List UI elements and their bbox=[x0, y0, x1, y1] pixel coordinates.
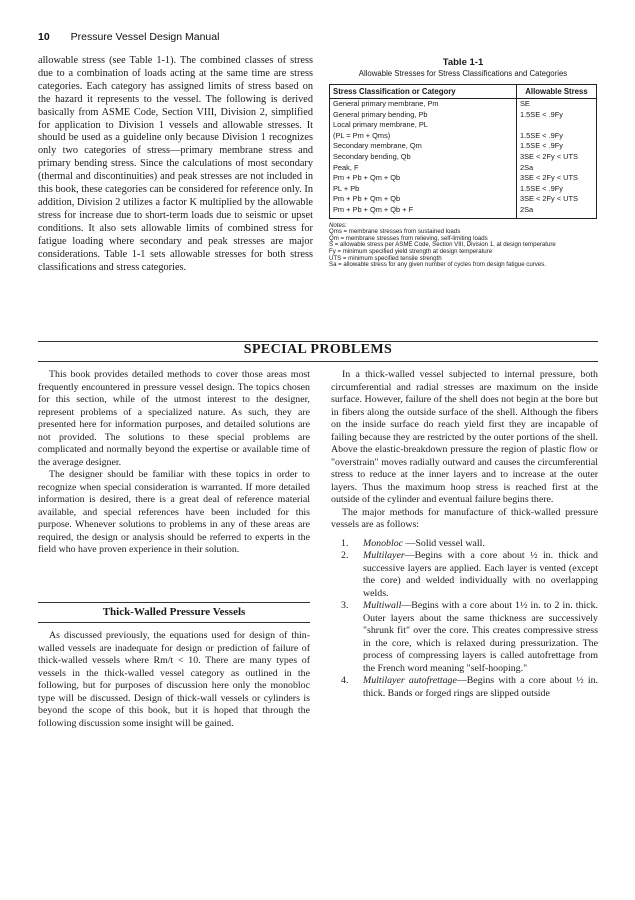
list-item bbox=[341, 550, 598, 600]
table-cell: 3SE < 2Fy < UTS bbox=[517, 173, 597, 184]
method-text: —Begins with a core about ½ in. thick. Bands or forged rings are slipped outside bbox=[363, 675, 598, 699]
manufacture-methods-list bbox=[331, 538, 598, 701]
paragraph: The designer should be familiar with these topics in order to recognize when special consideration is warranted. If more detailed information is desired, there is a great deal of reference material available, and special references have been included for this purpose. Whenever solutions to problems in any of these areas are required, the design or analysis should be referred to experts in the field who have proven experience in their solution. bbox=[38, 469, 310, 555]
table-cell: 1.5SE < .9Fy bbox=[517, 141, 597, 152]
table-row bbox=[330, 152, 597, 163]
table-header-classification: Stress Classification or Category bbox=[330, 85, 517, 99]
table-row bbox=[330, 173, 597, 184]
method-name: Multiwall bbox=[363, 600, 402, 611]
table-cell: 3SE < 2Fy < UTS bbox=[517, 152, 597, 163]
table-cell: SE bbox=[517, 99, 597, 110]
table-row bbox=[330, 110, 597, 121]
table-cell bbox=[517, 120, 597, 131]
list-number: 1. bbox=[341, 537, 349, 549]
left-column bbox=[38, 369, 310, 557]
method-text: —Solid vessel wall. bbox=[403, 537, 485, 549]
table-row bbox=[330, 205, 597, 218]
method-name: Multilayer autofrettage bbox=[363, 675, 457, 686]
table-cell: Pm + Pb + Qm + Qb + F bbox=[330, 205, 517, 218]
paragraph: In a thick-walled vessel subjected to internal pressure, both circumferential and radial stresses are maximum on the inside surface. However, failure of the shell does not begin at the bore but in fibers along the outside surface of the shell. Although the fibers on the inside surface do reach yield first they are incapable of failing because they are restricted by the outer portions of the shell. Above the elastic-breakdown pressure the region of plastic flow or "overstrain" moves radially outward and causes the circumferential stress to reduce at the inner layers and to increase at the outer layers. Thus the maximum hoop stress is reached first at the outside of the cylinder and eventual failure begins there. bbox=[331, 369, 598, 505]
paragraph: The major methods for manufacture of thick-walled pressure vessels are as follows: bbox=[331, 506, 598, 530]
paragraph: This book provides detailed methods to cover those areas most frequently encountered in pressure vessel design. The topics chosen for this section, while of the utmost interest to the designer, represent problems of a specialized nature. As such, they are presented here for information purposes, and detailed solutions are not provided. The solutions to these special problems are complicated and normally beyond the expertise or available time of the average designer. bbox=[38, 369, 310, 468]
running-title: Pressure Vessel Design Manual bbox=[70, 31, 220, 43]
table-cell: Local primary membrane, PL bbox=[330, 120, 517, 131]
list-number: 2. bbox=[341, 550, 349, 561]
table-note: Fy = minimum specified yield strength at design temperature bbox=[329, 247, 493, 255]
intro-paragraph: allowable stress (see Table 1-1). The combined classes of stress due to a combination of loads acting at the same time are stress categories. Each category has assigned limits of stress based on the hazard it represents to the vessel. The following is derived basically from ASME Code, Section VIII, Division 2, simplified for application to Division 1 vessels and allowable stresses. It should be used as a guideline only because Division 1 recognizes only two categories of stress—primary membrane stress and primary bending stress. Since the calculations of most secondary (thermal and discontinuities) and peak stresses are not included in this book, these categories can be considered for reference only. In addition, Division 2 utilizes a factor K multiplied by the allowable stress for increase due to short-term loads due to seismic or upset conditions. It also sets allowable limits of combined stress for fatigue loading where secondary and peak stresses are major considerations. Table 1-1 sets allowable stresses for both stress classifications and stress categories. bbox=[38, 55, 313, 273]
table-cell: 2Sa bbox=[517, 205, 597, 218]
table-cell: Pm + Pb + Qm + Qb bbox=[330, 173, 517, 184]
table-row bbox=[330, 141, 597, 152]
list-number: 4. bbox=[341, 675, 349, 686]
notes-label: Notes: bbox=[329, 221, 347, 229]
list-number: 3. bbox=[341, 600, 349, 611]
stress-table bbox=[329, 57, 597, 269]
list-item bbox=[341, 675, 598, 700]
allowable-stress-table bbox=[329, 84, 597, 219]
table-cell: 3SE < 2Fy < UTS bbox=[517, 194, 597, 205]
table-row bbox=[330, 99, 597, 110]
paragraph: As discussed previously, the equations used for design of thin-walled vessels are inadequate for design or prediction of failure of thick-walled vessels where Rm/t < 10. There are many types of vessels in the thick-walled vessel category as outlined in the following, but for purposes of discussion here only the monobloc type will be discussed. Design of thick-wall vessels or cylinders is beyond the scope of this book, but it is hoped that through the following discussion some insight will be gained. bbox=[38, 630, 310, 729]
table-note: Qm = membrane stresses from relieving, self-limiting loads bbox=[329, 234, 488, 242]
table-cell: (PL = Pm + Qms) bbox=[330, 131, 517, 142]
table-row bbox=[330, 163, 597, 174]
left-column-continued bbox=[38, 630, 310, 730]
table-note: S = allowable stress per ASME Code, Section VIII, Division 1, at design temperature bbox=[329, 241, 556, 249]
section-rule-bottom bbox=[38, 361, 598, 362]
table-note: Sa = allowable stress for any given number of cycles from design fatigue curves. bbox=[329, 261, 546, 269]
table-cell: 1.5SE < .9Fy bbox=[517, 110, 597, 121]
table-notes bbox=[329, 223, 597, 269]
table-title: Table 1-1 bbox=[442, 57, 484, 68]
table-cell: 2Sa bbox=[517, 163, 597, 174]
table-row bbox=[330, 131, 597, 142]
table-cell: PL + Pb bbox=[330, 184, 517, 195]
table-row bbox=[330, 184, 597, 195]
table-note: Qms = membrane stresses from sustained loads bbox=[329, 228, 461, 236]
table-cell: 1.5SE < .9Fy bbox=[517, 184, 597, 195]
section-title: SPECIAL PROBLEMS bbox=[243, 342, 393, 357]
method-text: —Begins with a core about ½ in. thick and successive layers are applied. Each layer is vented (except the core) and welded individually with no overlapping welds. bbox=[363, 550, 598, 599]
table-note: UTS = minimum specified tensile strength bbox=[329, 254, 442, 262]
method-name: Monobloc bbox=[363, 537, 404, 549]
method-text: —Begins with a core about 1½ in. to 2 in. thick. Outer layers about the same thickness are successively "shrunk fit" over the core. This creates compressive stress in the core, which is relaxed during pressurization. The process of compressing layers is called autofrettage from the French word meaning "self-hooping." bbox=[363, 600, 598, 674]
method-name: Multilayer bbox=[363, 550, 405, 561]
list-item bbox=[341, 600, 598, 675]
table-cell: General primary membrane, Pm bbox=[330, 99, 517, 110]
table-header-allowable: Allowable Stress bbox=[517, 85, 597, 99]
table-subtitle: Allowable Stresses for Stress Classifications and Categories bbox=[358, 69, 568, 78]
list-item bbox=[341, 538, 598, 551]
table-cell: General primary bending, Pb bbox=[330, 110, 517, 121]
page-header bbox=[38, 31, 219, 43]
table-cell: Peak, F bbox=[330, 163, 517, 174]
table-cell: Secondary bending, Qb bbox=[330, 152, 517, 163]
right-column bbox=[331, 369, 598, 700]
subsection-title: Thick-Walled Pressure Vessels bbox=[38, 602, 310, 623]
table-cell: Pm + Pb + Qm + Qb bbox=[330, 194, 517, 205]
table-cell: 1.5SE < .9Fy bbox=[517, 131, 597, 142]
table-cell: Secondary membrane, Qm bbox=[330, 141, 517, 152]
page-number: 10 bbox=[38, 31, 50, 43]
table-row bbox=[330, 120, 597, 131]
table-row bbox=[330, 194, 597, 205]
